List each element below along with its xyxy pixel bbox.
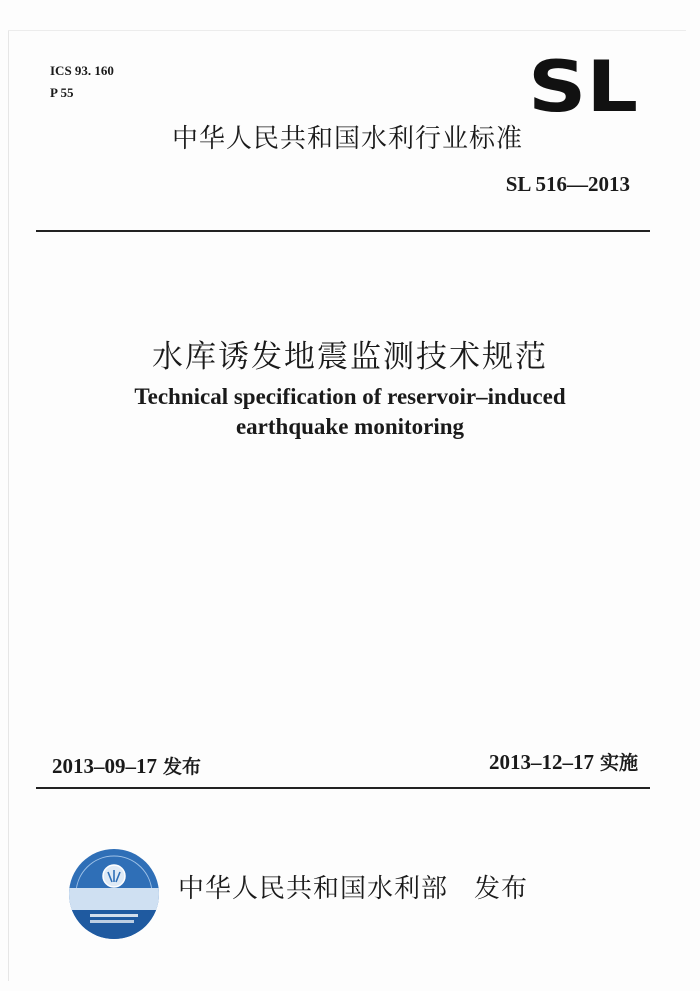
sl-logo-text: SL: [528, 56, 638, 116]
publisher-name: 中华人民共和国水利部: [178, 874, 449, 904]
page-edge-left: [8, 30, 9, 981]
publisher-line: [178, 868, 528, 905]
title-english-line-2: earthquake monitoring: [235, 414, 465, 439]
divider-bottom: [36, 787, 650, 789]
title-chinese: 水库诱发地震监测技术规范: [152, 339, 548, 375]
anti-counterfeit-seal-icon: [68, 848, 160, 940]
implement-date-block: [489, 748, 638, 775]
title-english: [0, 382, 700, 442]
publisher-action: 发布: [474, 874, 529, 904]
issue-date: 2013–09–17: [52, 754, 157, 778]
industry-standard-heading: 中华人民共和国水利行业标准: [172, 124, 524, 154]
page-edge-top: [8, 30, 686, 31]
ics-code: ICS 93. 160: [50, 63, 114, 78]
title-english-line-1: Technical specification of reservoir–induced: [134, 384, 566, 409]
standard-number: SL 516—2013: [505, 172, 630, 196]
classification-block: [50, 60, 114, 104]
classification-code: P 55: [50, 85, 74, 100]
sl-logo: [528, 56, 640, 116]
issue-date-block: [52, 752, 201, 779]
issue-label: 发布: [163, 756, 202, 778]
implement-label: 实施: [599, 752, 638, 774]
implement-date: 2013–12–17: [488, 750, 594, 774]
divider-top: [36, 230, 650, 232]
